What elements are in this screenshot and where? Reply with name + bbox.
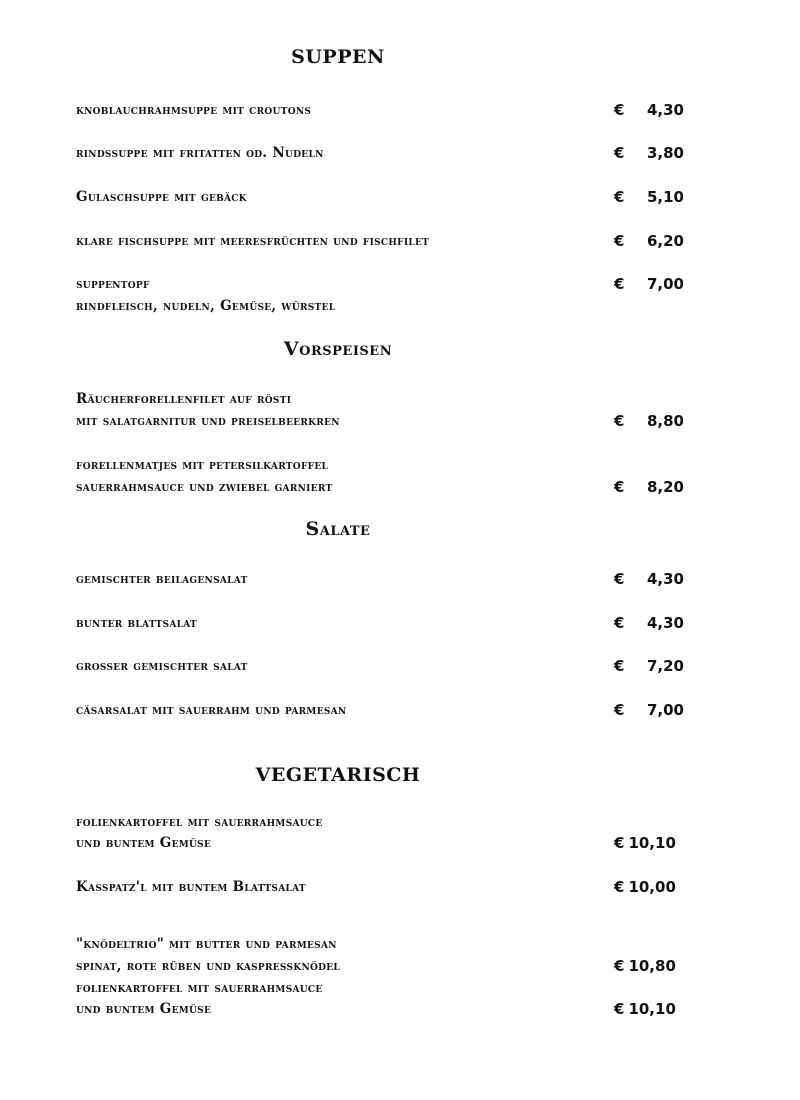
section-heading-vorspeisen: Vorspeisen [283,338,393,360]
menu-item-price [614,478,684,496]
price-value: 8,80 [646,412,684,430]
currency-symbol: € [614,834,625,852]
menu-item-name: cäsarsalat mit sauerrahm und parmesan [76,702,347,718]
section-heading-salate: Salate [305,518,371,540]
menu-item-description: rindfleisch, nudeln, Gemüse, würstel [76,298,336,314]
menu-item-name: Kasspatz'l mit buntem Blattsalat [76,879,306,895]
price-value: 4,30 [646,101,684,119]
price-value: 10,80 [628,957,676,975]
price-value: 4,30 [646,570,684,588]
menu-item-name: rindssuppe mit fritatten od. Nudeln [76,145,324,161]
menu-item-price [614,878,684,896]
menu-item-name: bunter blattsalat [76,615,198,631]
currency-symbol: € [614,614,625,632]
menu-item-name: klare fischsuppe mit meeresfrüchten und fischfilet [76,233,430,249]
menu-item-price [614,412,684,430]
menu-item-name: grosser gemischter salat [76,658,248,674]
menu-item-price [614,144,684,162]
menu-item-price [614,614,684,632]
price-value: 10,10 [628,834,676,852]
menu-item-name: folienkartoffel mit sauerrahmsauce [76,980,323,996]
currency-symbol: € [614,878,625,896]
section-heading-vegetarisch: VEGETARISCH [255,764,421,786]
currency-symbol: € [614,101,625,119]
menu-item-name: gemischter beilagensalat [76,571,248,587]
currency-symbol: € [614,412,625,430]
menu-item-description: mit salatgarnitur und preiselbeerkren [76,413,340,429]
currency-symbol: € [614,657,625,675]
price-value: 10,00 [628,878,676,896]
price-value: 7,20 [646,657,684,675]
price-value: 6,20 [646,232,684,250]
currency-symbol: € [614,188,625,206]
currency-symbol: € [614,232,625,250]
menu-item-price [614,701,684,719]
menu-item-name: folienkartoffel mit sauerrahmsauce [76,814,323,830]
menu-item-name: "knödeltrio" mit butter und parmesan [76,936,337,952]
menu-item-description: und buntem Gemüse [76,1001,212,1017]
menu-item-name: knoblauchrahmsuppe mit croutons [76,102,312,118]
price-value: 7,00 [646,275,684,293]
menu-item-price [614,232,684,250]
menu-item-price [614,834,684,852]
menu-item-price [614,188,684,206]
currency-symbol: € [614,275,625,293]
menu-item-name: Räucherforellenfilet auf rösti [76,391,292,407]
menu-item-price [614,101,684,119]
menu-item-name: suppentopf [76,276,150,292]
menu-item-price [614,1000,684,1018]
price-value: 10,10 [628,1000,676,1018]
menu-item-name: Gulaschsuppe mit gebäck [76,189,247,205]
currency-symbol: € [614,144,625,162]
menu-item-name: forellenmatjes mit petersilkartoffel [76,457,329,473]
menu-item-description: spinat, rote rüben und kaspressknödel [76,958,340,974]
menu-item-price [614,657,684,675]
currency-symbol: € [614,478,625,496]
price-value: 7,00 [646,701,684,719]
currency-symbol: € [614,957,625,975]
section-heading-suppen: SUPPEN [291,46,385,68]
price-value: 8,20 [646,478,684,496]
price-value: 4,30 [646,614,684,632]
menu-item-price [614,570,684,588]
price-value: 3,80 [646,144,684,162]
price-value: 5,10 [646,188,684,206]
currency-symbol: € [614,701,625,719]
currency-symbol: € [614,1000,625,1018]
menu-item-price [614,957,684,975]
menu-item-description: und buntem Gemüse [76,835,212,851]
currency-symbol: € [614,570,625,588]
menu-item-price [614,275,684,293]
menu-item-description: sauerrahmsauce und zwiebel garniert [76,479,333,495]
